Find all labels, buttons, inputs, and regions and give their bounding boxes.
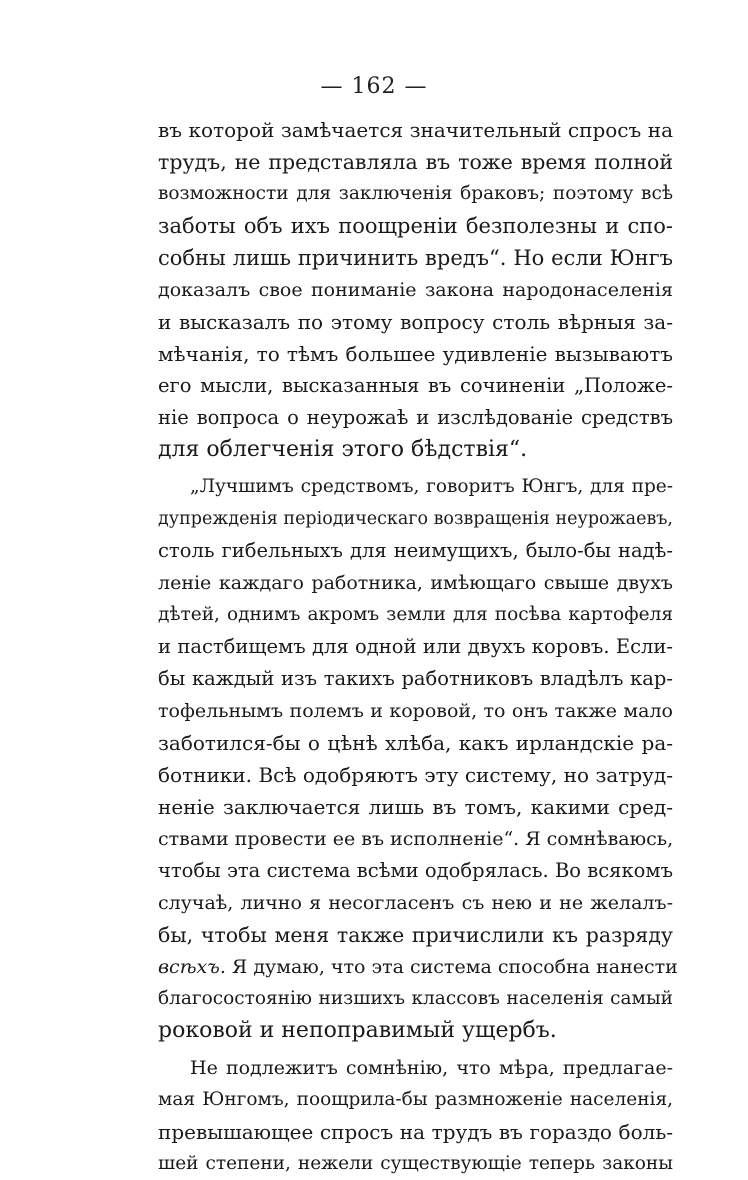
text-line: роковой и непоправимый ущербъ. [158,1018,557,1043]
text-line: и высказалъ по этому вопросу столь вѣрныя за- [158,310,673,334]
text-line: доказалъ свое пониманіе закона народонаселенія [158,279,673,301]
body-text [158,114,678,1180]
text-line: ніе вопроса о неурожаѣ и изслѣдованіе средствъ [158,406,673,429]
text-line: чтобы эта система всѣми одобрялась. Во всякомъ [158,859,673,882]
text-line: собны лишь причинить вредъ“. Но если Юнгъ [158,246,673,270]
text-line: заботился-бы о цѣнѣ хлѣба, какъ ирландскіе ра- [158,731,673,755]
text-line: леніе каждаго работника, имѣющаго свыше двухъ [158,572,673,594]
text-line: заботы объ ихъ поощреніи безполезны и спо- [158,214,673,238]
text-line: мѣчанія, то тѣмъ большее удивленіе вызываютъ [158,342,673,366]
text-line: бы, чтобы меня также причислили къ разряду [158,923,673,947]
text-line: „Лучшимъ средствомъ, говоритъ Юнгъ, для пре- [190,476,673,497]
text-line: дѣтей, однимъ акромъ земли для посѣва картофеля [158,604,673,625]
italic-word: всѣхъ. [158,956,226,978]
text-line: трудъ, не представляла въ тоже время полной [158,150,673,174]
text-line: въ которой замѣчается значительный спросъ на [158,118,673,142]
text-line: ствами провести ее въ исполненіе“. Я сомнѣваюсь, [158,828,674,850]
text-line: всѣхъ. Я думаю, что эта система способна нанести [158,956,678,978]
text-line: и пастбищемъ для одной или двухъ коровъ. Если- [158,635,673,658]
text-line: мая Юнгомъ, поощрила-бы размноженіе населенія, [158,1089,673,1110]
paragraph-2 [158,471,678,1047]
text-line: Не подлежитъ сомнѣнію, что мѣра, предлагае- [190,1057,673,1079]
text-line: ботники. Всѣ одобряютъ эту систему, но затруд- [158,763,673,787]
paragraph-3 [158,1052,673,1180]
text-line: неніе заключается лишь въ томъ, какими сред- [158,795,673,819]
page-number: — 162 — [320,74,428,99]
text-line: дупрежденія періодическаго возвращенія неурожаевъ, [158,509,673,529]
text-line: бы каждый изъ такихъ работниковъ владѣлъ кар- [158,667,673,690]
text-line: превышающее спросъ на трудъ въ гораздо боль- [158,1120,673,1144]
text-line: шей степени, нежели существующіе теперь законы [158,1153,673,1174]
text-line: столь гибельныхъ для неимущихъ, было-бы надѣ- [158,539,673,562]
text-line: тофельнымъ полемъ и коровой, то онъ также мало [158,700,673,722]
text-line: благосостоянію низшихъ классовъ населенія самый [158,988,673,1009]
text-line: случаѣ, лично я несогласенъ съ нею и не желалъ- [158,892,673,914]
text-line: его мысли, высказанныя въ сочиненіи „Положе- [158,374,673,397]
text-line: для облегченія этого бѣдствія“. [158,437,528,462]
text-line: возможности для заключенія браковъ; поэтому всѣ [158,183,673,204]
paragraph-1 [158,114,673,466]
